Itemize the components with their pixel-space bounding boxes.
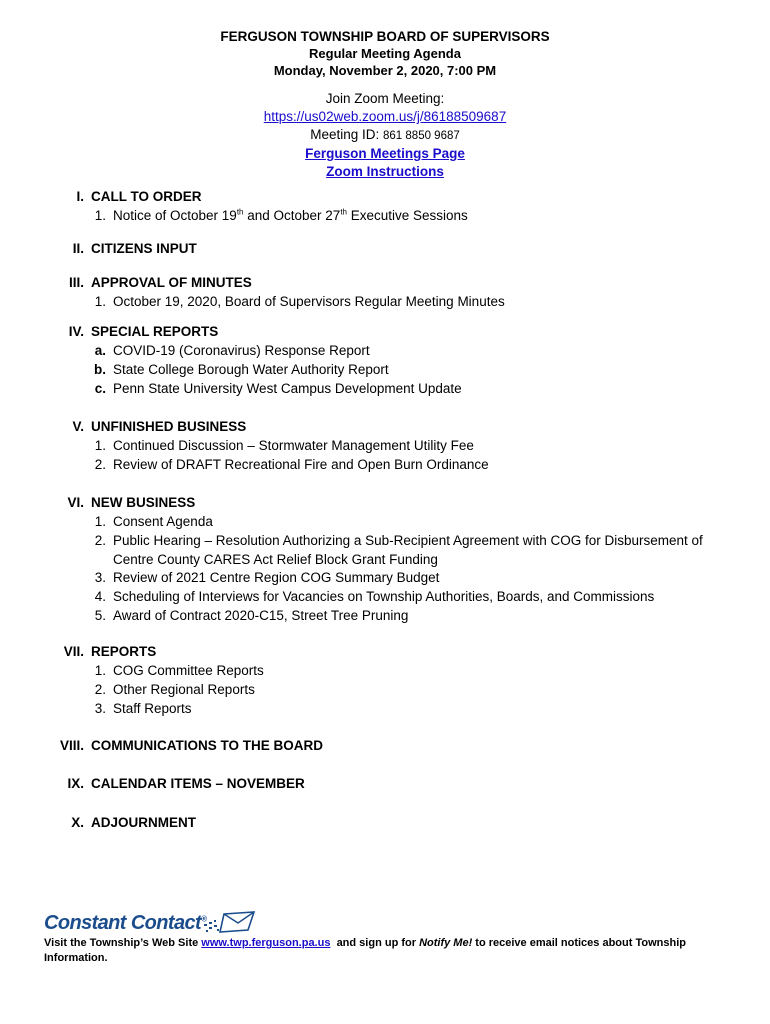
section-title: SPECIAL REPORTS <box>91 324 219 339</box>
item-text: Other Regional Reports <box>113 681 255 697</box>
item-letter: a. <box>94 343 106 358</box>
item-number: 5. <box>94 607 106 623</box>
section-title: APPROVAL OF MINUTES <box>91 275 252 290</box>
section-reports <box>0 644 770 718</box>
section-number: VI. <box>67 495 84 510</box>
section-title: CITIZENS INPUT <box>91 241 197 256</box>
item-number: 3. <box>94 570 106 586</box>
section-title: NEW BUSINESS <box>91 495 196 510</box>
item-text: Public Hearing – Resolution Authorizing a Sub-Recipient Agreement with COG for Disbursement of Centre County CARES Act Relief Block Grant Funding <box>113 532 703 567</box>
list-item <box>0 380 770 399</box>
section-number: VIII. <box>59 738 84 753</box>
item-text: Consent Agenda <box>113 514 213 529</box>
item-text: Award of Contract 2020-C15, Street Tree Pruning <box>113 607 409 623</box>
list-item <box>0 569 770 588</box>
meeting-date: Monday, November 2, 2020, 7:00 PM <box>273 63 497 78</box>
section-number: VII. <box>63 644 84 659</box>
section-adjournment <box>0 815 770 833</box>
section-number: V. <box>72 419 84 434</box>
section-new-business <box>0 495 770 626</box>
list-item <box>0 532 770 570</box>
item-number: 2. <box>94 681 106 697</box>
item-number: 1. <box>94 208 106 223</box>
item-number: 1. <box>94 438 106 453</box>
item-letter: c. <box>94 380 106 396</box>
item-number: 1. <box>94 294 106 309</box>
list-item <box>0 207 770 226</box>
list-item <box>0 342 770 361</box>
township-website-link[interactable]: www.twp.ferguson.pa.us <box>201 937 331 949</box>
section-title: ADJOURNMENT <box>91 815 197 830</box>
item-text: COVID-19 (Coronavirus) Response Report <box>113 343 370 358</box>
item-text: Notice of October 19th and October 27th Executive Sessions <box>113 207 468 223</box>
list-item <box>0 361 770 380</box>
section-number: IX. <box>67 776 84 791</box>
item-text: Scheduling of Interviews for Vacancies on Township Authorities, Boards, and Commissions <box>113 589 655 605</box>
envelope-swoosh-icon <box>202 910 258 936</box>
section-approval-of-minutes <box>0 275 770 312</box>
item-text: October 19, 2020, Board of Supervisors Regular Meeting Minutes <box>113 294 505 309</box>
section-unfinished-business <box>0 419 770 475</box>
item-text: Staff Reports <box>113 700 192 716</box>
item-text: COG Committee Reports <box>113 663 264 678</box>
footer-notice: Visit the Township’s Web Site www.twp.ferguson.pa.us and sign up for Notify Me! to receive email notices about Township Information. <box>44 937 686 964</box>
section-citizens-input <box>0 241 770 259</box>
zoom-join-label: Join Zoom Meeting: <box>325 91 445 106</box>
list-item <box>0 437 770 456</box>
section-number: IV. <box>68 324 84 339</box>
zoom-url-link[interactable]: https://us02web.zoom.us/j/86188509687 <box>263 109 507 124</box>
section-title: CALL TO ORDER <box>91 189 202 204</box>
agenda-subtitle: Regular Meeting Agenda <box>309 46 461 61</box>
section-number: X. <box>71 815 84 830</box>
item-number: 3. <box>94 700 106 716</box>
section-number: II. <box>72 241 84 256</box>
item-text: Continued Discussion – Stormwater Management Utility Fee <box>113 438 474 453</box>
section-title: CALENDAR ITEMS – NOVEMBER <box>91 776 305 791</box>
item-number: 1. <box>94 663 106 678</box>
agenda-header <box>0 28 770 79</box>
item-number: 4. <box>94 589 106 605</box>
section-title: UNFINISHED BUSINESS <box>91 419 247 434</box>
section-calendar-items <box>0 776 770 794</box>
list-item <box>0 681 770 700</box>
item-letter: b. <box>94 361 106 377</box>
meeting-id-label: Meeting ID: <box>310 127 384 142</box>
item-text: Review of 2021 Centre Region COG Summary Budget <box>113 570 440 586</box>
section-number: III. <box>68 275 84 290</box>
section-call-to-order <box>0 189 770 226</box>
section-title: REPORTS <box>91 644 157 659</box>
logo-text: Constant Contact <box>44 912 202 934</box>
item-number: 2. <box>94 532 106 548</box>
logo-registered-mark: ® <box>201 914 207 924</box>
meeting-id-line <box>0 126 770 145</box>
zoom-instructions-link[interactable]: Zoom Instructions <box>326 164 444 179</box>
item-text: Penn State University West Campus Development Update <box>113 380 462 396</box>
notify-me-text: Notify Me! <box>419 937 473 949</box>
item-text: Review of DRAFT Recreational Fire and Open Burn Ordinance <box>113 456 489 472</box>
list-item <box>0 293 770 312</box>
section-communications <box>0 738 770 756</box>
page-title: FERGUSON TOWNSHIP BOARD OF SUPERVISORS <box>220 29 550 44</box>
meetings-page-link[interactable]: Ferguson Meetings Page <box>305 146 465 161</box>
list-item <box>0 662 770 681</box>
item-number: 2. <box>94 456 106 472</box>
list-item <box>0 456 770 475</box>
section-special-reports <box>0 324 770 398</box>
section-title: COMMUNICATIONS TO THE BOARD <box>91 738 323 753</box>
list-item <box>0 588 770 607</box>
zoom-info <box>0 90 770 181</box>
item-text: State College Borough Water Authority Report <box>113 361 389 377</box>
list-item <box>0 700 770 719</box>
list-item <box>0 607 770 626</box>
section-number: I. <box>76 189 84 204</box>
item-number: 1. <box>94 514 106 529</box>
meeting-id-value: 861 8850 9687 <box>383 130 460 142</box>
list-item <box>0 513 770 532</box>
